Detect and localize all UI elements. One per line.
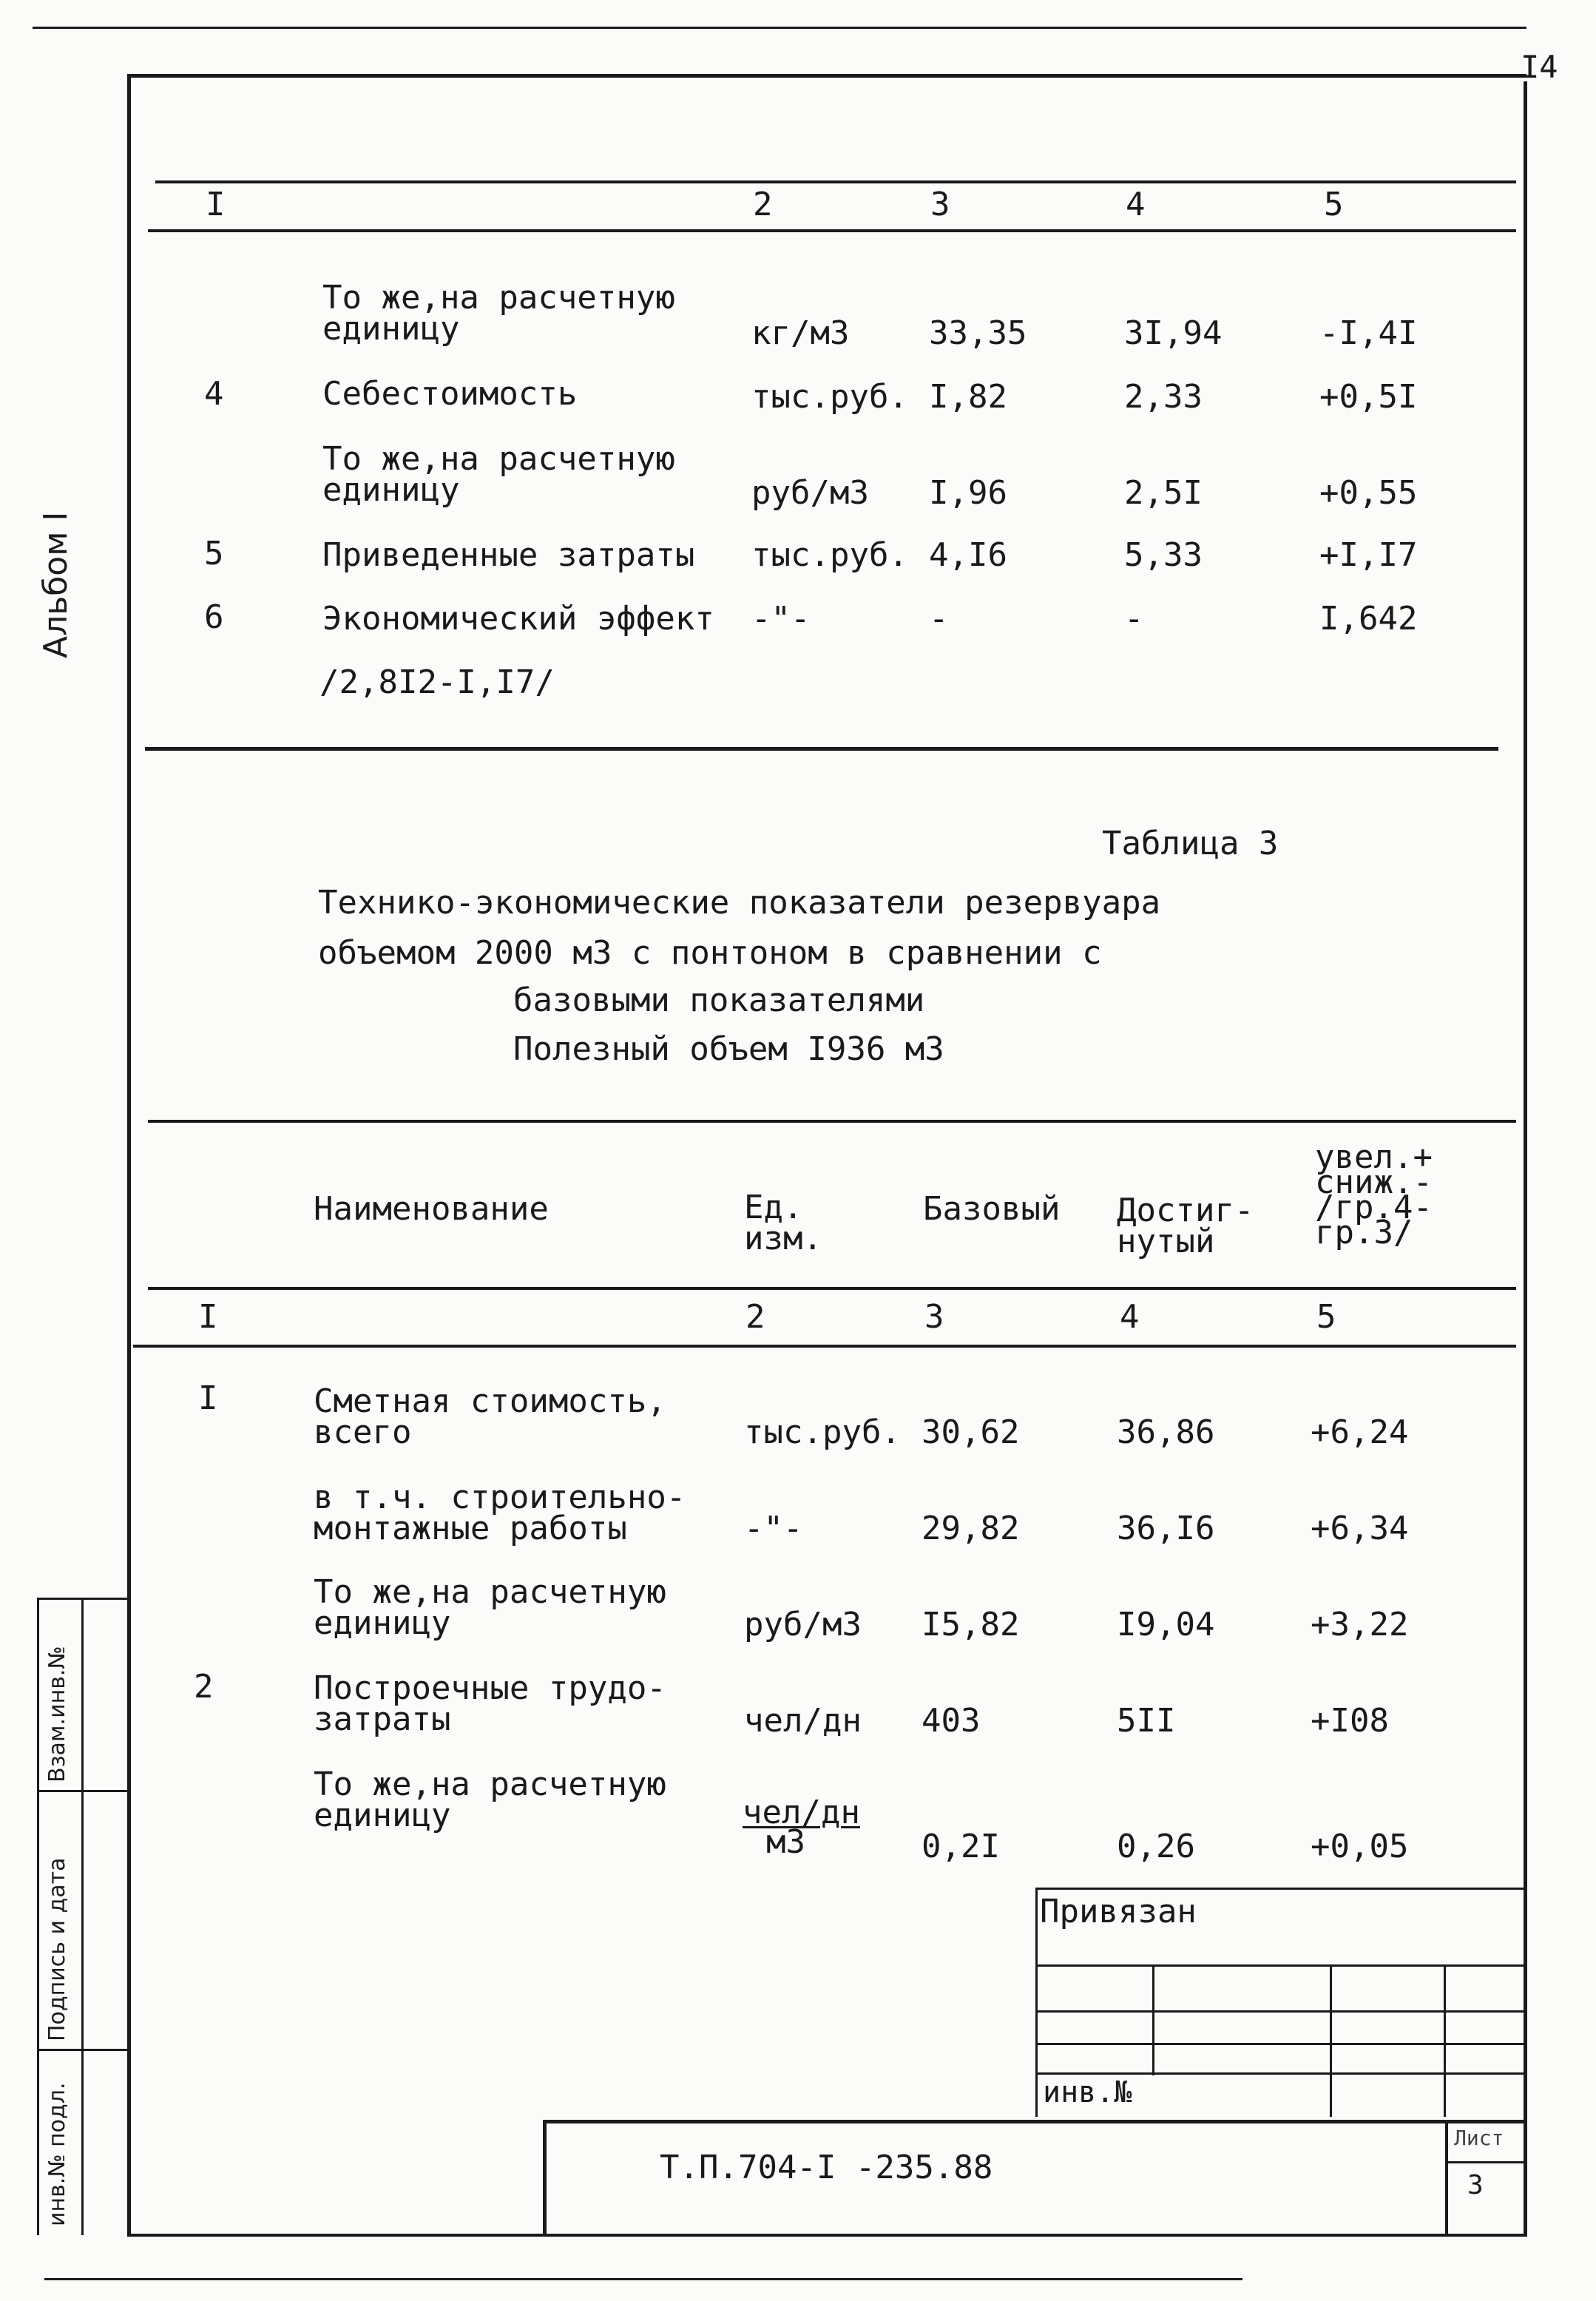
top-row-3-base: I,96 [929,474,1007,512]
top-row-5-name: Экономический эффект [322,600,714,638]
top-col-2: 2 [753,186,773,223]
top-row-4-base: 4,I6 [929,536,1007,574]
t3-row-1-num: I [198,1379,218,1417]
top-row-5-unit: -"- [751,600,811,638]
top-row-3-unit: руб/м3 [751,474,869,512]
t3-row-3-achieved: I9,04 [1117,1606,1215,1643]
inv-podl-label: инв.№ подл. [44,2082,70,2226]
top-row-2-name: Себестоимость [322,375,578,413]
table3-header-bottom-line [133,1345,1516,1348]
top-row-2-base: I,82 [929,378,1007,416]
t3-row-5-unit-bottom: м3 [766,1823,805,1861]
top-border [33,27,1526,29]
t3-row-5-delta: +0,05 [1311,1828,1409,1865]
t3-row-2-unit: -"- [744,1510,803,1547]
t3-row-4-achieved: 5II [1117,1702,1176,1740]
frame-left [127,74,131,2234]
top-row-3-delta: +0,55 [1319,474,1418,512]
top-row-4-achieved: 5,33 [1124,536,1203,574]
sheet-label: Лист [1454,2126,1504,2150]
table3-col-3: 3 [924,1298,944,1336]
table3-col-4: 4 [1120,1298,1140,1336]
t3-row-2-achieved: 36,I6 [1117,1510,1215,1547]
t3-row-3-name: То же,на расчетную единицу [314,1573,666,1642]
table3-header-achieved: Достиг- нутый [1117,1192,1254,1260]
top-row-2-num: 4 [204,375,224,413]
top-table-subheader-line [148,229,1516,232]
frame-top [127,74,1526,78]
top-row-1-delta: -I,4I [1319,314,1418,352]
table3-col-5: 5 [1316,1298,1336,1336]
sheet-number: 3 [1467,2170,1484,2200]
table3-header-name: Наименование [314,1190,549,1228]
table3-title-line-3: базовыми показателями [513,981,925,1019]
side-stamp [37,1598,127,2235]
t3-row-1-name: Сметная стоимость, всего [314,1382,666,1451]
top-row-1-name: То же,на расчетную единицу [322,279,675,348]
top-col-4: 4 [1126,186,1146,223]
document-code: Т.П.704-I -235.88 [660,2149,993,2186]
top-table-header-line [155,180,1516,183]
podpis-label: Подпись и дата [44,1857,70,2041]
top-row-2-achieved: 2,33 [1124,378,1203,416]
frame-right [1524,81,1527,2234]
table3-header-unit: Ед. изм. [744,1189,822,1257]
t3-row-4-num: 2 [194,1668,214,1706]
table3-header-base: Базовый [923,1190,1061,1228]
t3-row-5-achieved: 0,26 [1117,1828,1195,1865]
top-row-4-delta: +I,I7 [1319,536,1418,574]
t3-row-3-unit: руб/м3 [744,1606,862,1643]
table3-title-line-1: Технико-экономические показатели резервуара [318,884,1161,922]
top-row-2-delta: +0,5I [1319,378,1418,416]
t3-row-3-base: I5,82 [922,1606,1020,1643]
t3-row-1-achieved: 36,86 [1117,1413,1215,1451]
bottom-rule [44,2278,1242,2280]
t3-row-4-base: 403 [922,1702,981,1740]
vzam-inv-label: Взам.инв.№ [44,1646,70,1783]
table3-label: Таблица 3 [1102,825,1279,862]
table3-header-delta: увел.+ сниж.- /гр.4- гр.3/ [1315,1138,1433,1251]
top-row-3-name: То же,на расчетную единицу [322,440,675,509]
top-formula: /2,8I2-I,I7/ [319,663,555,701]
t3-row-2-base: 29,82 [922,1510,1020,1547]
top-row-1-unit: кг/м3 [751,314,850,352]
t3-row-4-delta: +I08 [1311,1702,1389,1740]
table3-col-1: I [198,1298,218,1336]
t3-row-5-name: То же,на расчетную единицу [314,1766,666,1834]
t3-row-4-name: Построечные трудо- затраты [314,1669,666,1738]
t3-row-1-base: 30,62 [922,1413,1020,1451]
top-col-1: I [206,186,226,223]
table3-title-line-2: объемом 2000 м3 с понтоном в сравнении с [318,934,1102,972]
top-row-2-unit: тыс.руб. [751,378,908,416]
top-row-1-achieved: 3I,94 [1124,314,1223,352]
top-table-end-line [145,747,1498,751]
inv-label: инв.№ [1043,2075,1132,2109]
privyazan-block [1035,1888,1524,2117]
top-row-5-base: - [929,600,949,638]
page-number: I4 [1521,49,1558,85]
title-block [543,2120,1524,2235]
top-row-5-achieved: - [1124,600,1144,638]
table3-header-mid-line [148,1287,1516,1290]
top-row-4-num: 5 [204,535,224,572]
t3-row-1-unit: тыс.руб. [744,1413,901,1451]
t3-row-1-delta: +6,24 [1311,1413,1409,1451]
top-row-5-num: 6 [204,598,224,636]
table3-col-2: 2 [745,1298,765,1336]
top-col-3: 3 [930,186,950,223]
table3-header-top-line [148,1120,1516,1123]
t3-row-2-name: в т.ч. строительно- монтажные работы [314,1479,686,1547]
top-col-5: 5 [1324,186,1344,223]
top-row-5-delta: I,642 [1319,600,1418,638]
top-row-4-unit: тыс.руб. [751,536,908,574]
top-row-3-achieved: 2,5I [1124,474,1203,512]
top-row-1-base: 33,35 [929,314,1027,352]
top-row-4-name: Приведенные затраты [322,536,695,574]
table3-title-line-4: Полезный объем I936 м3 [513,1030,944,1068]
t3-row-2-delta: +6,34 [1311,1510,1409,1547]
t3-row-4-unit: чел/дн [744,1702,862,1740]
privyazan-label: Привязан [1040,1893,1197,1930]
t3-row-5-unit-top: чел/дн [743,1794,860,1831]
t3-row-3-delta: +3,22 [1311,1606,1409,1643]
t3-row-5-base: 0,2I [922,1828,1000,1865]
album-label: Альбом I [37,511,75,658]
